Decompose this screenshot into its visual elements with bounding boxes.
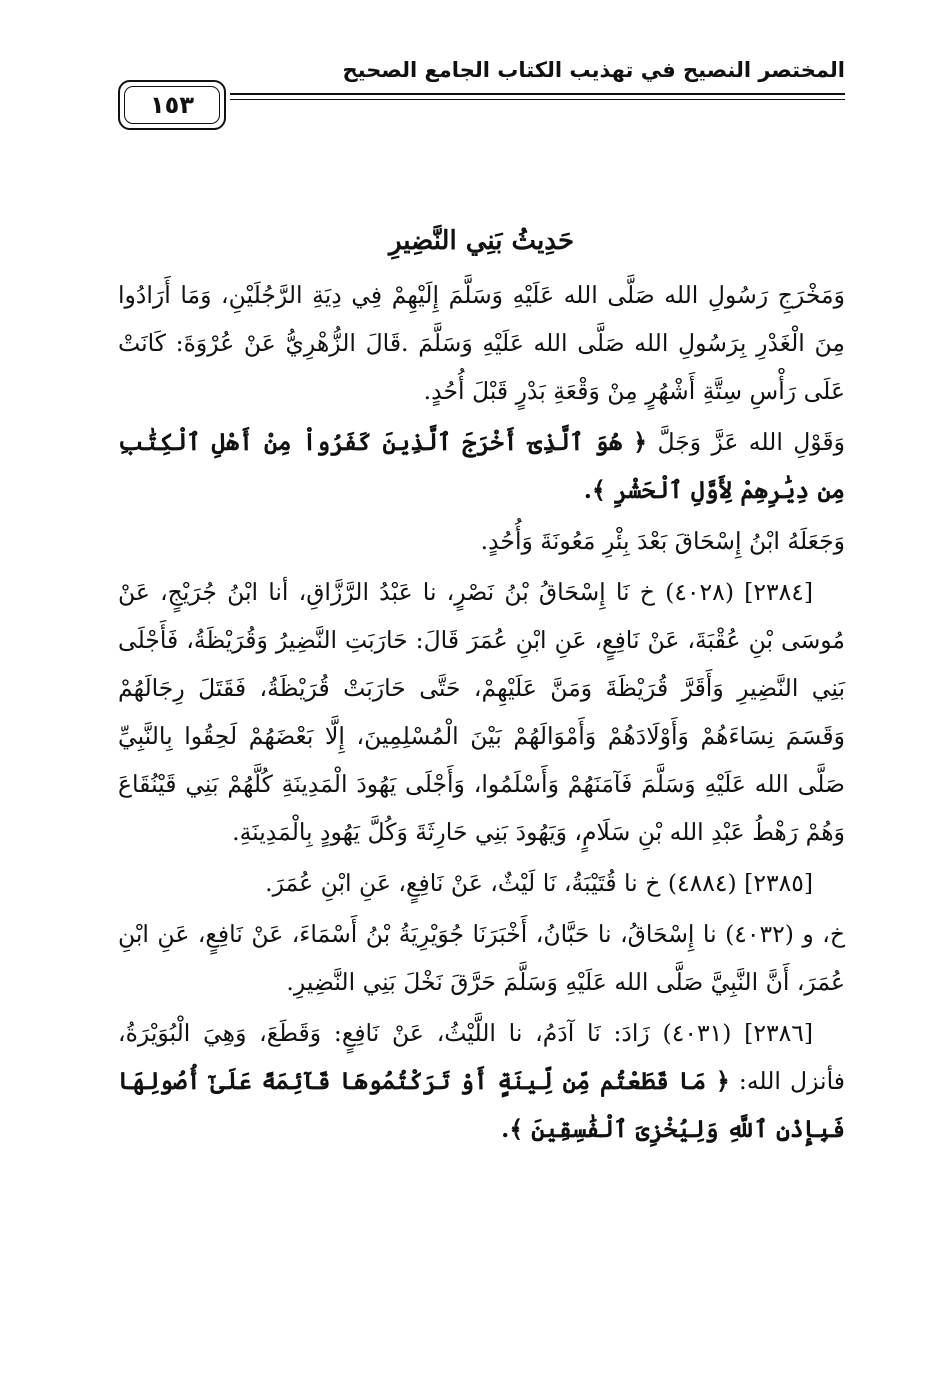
- header-rule-thin: [230, 99, 845, 100]
- running-header-title: المختصر النصيح في تهذيب الكتاب الجامع الصحيح: [342, 58, 845, 82]
- verse-intro-text: وَقَوْلِ الله عَزَّ وَجَلَّ: [657, 428, 845, 456]
- page-number: ١٥٣: [124, 86, 220, 124]
- paragraph-quran-verse-1: [118, 418, 845, 514]
- hadith-2386-text: [٢٣٨٦] (٤٠٣١) زَادَ: نَا آدَمُ، نا اللَّيْثُ، عَنْ نَافِعٍ: وَقَطَعَ، وَهِيَ الْبُوَيْرَةُ، فأنزل الله:: [118, 1019, 845, 1095]
- hadith-2385-continued: خ، و (٤٠٣٢) نا إِسْحَاقُ، نا حَبَّانُ، أَخْبَرَنَا جُوَيْرِيَةُ بْنُ أَسْمَاءَ، عَنْ نَافِعٍ، عَنِ ابْنِ عُمَرَ، أَنَّ النَّبِيَّ صَلَّى الله عَلَيْهِ وَسَلَّمَ حَرَّقَ نَخْلَ بَنِي النَّضِيرِ.: [118, 920, 845, 996]
- quran-verse: ﴿ هُوَ ٱلَّذِىٓ أَخْرَجَ ٱلَّذِينَ كَفَرُواْ مِنْ أَهْلِ ٱلْكِتَٰبِ مِن دِيَٰرِهِمْ لِأَوَّلِ ٱلْحَشْرِ ﴾.: [118, 428, 845, 504]
- hadith-2386: [118, 1009, 845, 1153]
- section-heading: حَدِيثُ بَنِي النَّضِيرِ: [388, 226, 575, 256]
- paragraph-intro: وَمَخْرَجِ رَسُولِ الله صَلَّى الله عَلَيْهِ وَسَلَّمَ إِلَيْهِمْ فِي دِيَةِ الرَّجُلَيْنِ، وَمَا أَرَادُوا مِنَ الْغَدْرِ بِرَسُولِ الله صَلَّى الله عَلَيْهِ وَسَلَّمَ .قَالَ الزُّهْرِيُّ عَنْ عُرْوَةَ: كَانَتْ عَلَى رَأْسِ سِتَّةِ أَشْهُرٍ مِنْ وَقْعَةِ بَدْرٍ قَبْلَ أُحُدٍ.: [118, 281, 845, 405]
- paragraph-ibn-ishaq: وَجَعَلَهُ ابْنُ إِسْحَاقَ بَعْدَ بِئْرِ مَعُونَةَ وَأُحُدٍ.: [480, 527, 845, 555]
- hadith-2384: [٢٣٨٤] (٤٠٢٨) خ نَا إِسْحَاقُ بْنُ نَصْرٍ، نا عَبْدُ الرَّزَّاقِ، أنا ابْنُ جُرَيْجٍ، عَنْ مُوسَى بْنِ عُقْبَةَ، عَنْ نَافِعٍ، عَنِ ابْنِ عُمَرَ قَالَ: حَارَبَتِ النَّضِيرُ وَقُرَيْظَةُ، فَأَجْلَى بَنِي النَّضِيرِ وَأَقَرَّ قُرَيْظَةَ وَمَنَّ عَلَيْهِمْ، حَتَّى حَارَبَتْ قُرَيْظَةُ، فَقَتَلَ رِجَالَهُمْ وَقَسَمَ نِسَاءَهُمْ وَأَوْلَادَهُمْ وَأَمْوَالَهُمْ بَيْنَ الْمُسْلِمِينَ، إِلَّا بَعْضَهُمْ لَحِقُوا بِالنَّبِيِّ صَلَّى الله عَلَيْهِ وَسَلَّمَ فَآمَنَهُمْ وَأَسْلَمُوا، وَأَجْلَى يَهُودَ الْمَدِينَةِ كُلَّهُمْ بَنِي قَيْنُقَاعَ وَهُمْ رَهْطُ عَبْدِ الله بْنِ سَلَامٍ، وَيَهُودَ بَنِي حَارِثَةَ وَكُلَّ يَهُودٍ بِالْمَدِينَةِ.: [118, 578, 845, 846]
- quran-verse: ﴿ مَا قَطَعْتُم مِّن لِّينَةٍ أَوْ تَرَكْتُمُوهَا قَآئِمَةً عَلَىٰٓ أُصُولِهَا فَبِإِذْنِ ٱللَّهِ وَلِيُخْزِىَ ٱلْفَٰسِقِينَ ﴾.: [118, 1067, 845, 1143]
- hadith-2385: [٢٣٨٥] (٤٨٨٤) خ نا قُتَيْبَةُ، نَا لَيْثٌ، عَنْ نَافِعٍ، عَنِ ابْنِ عُمَرَ.: [265, 869, 813, 897]
- header-rule-thick: [230, 93, 845, 95]
- page-content: [118, 215, 845, 1156]
